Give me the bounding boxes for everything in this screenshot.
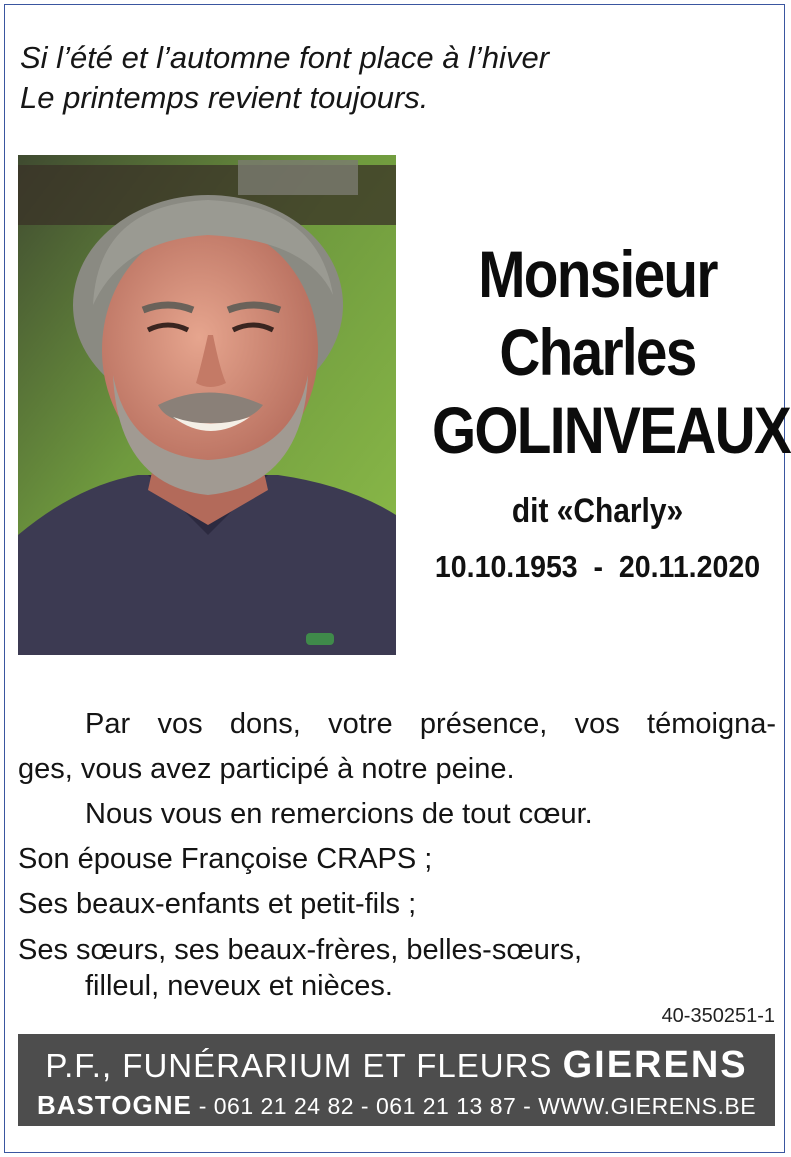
deceased-name-block: [405, 235, 790, 585]
last-name: GOLINVEAUX: [431, 393, 791, 467]
message-line-5: Ses beaux-enfants et petit-fils ;: [18, 888, 417, 920]
message-line-1: Par vos dons, votre présence, vos témoigna-: [85, 708, 776, 740]
poem-line-1: Si l’été et l’automne font place à l’hiver: [20, 40, 550, 75]
message-line-4: Son épouse Françoise CRAPS ;: [18, 843, 433, 875]
poem-line-2: Le printemps revient toujours.: [20, 80, 429, 115]
first-name: Charles: [499, 315, 696, 389]
life-dates: [420, 549, 774, 585]
honorific: Monsieur: [478, 237, 717, 311]
death-date: 20.11.2020: [618, 549, 761, 584]
funeral-home-prefix: P.F., FUNÉRARIUM ET FLEURS: [45, 1047, 553, 1084]
birth-date: 10.10.1953: [434, 549, 578, 584]
portrait-photo: [18, 155, 396, 655]
portrait-illustration: [18, 155, 396, 655]
nickname: dit «Charly»: [511, 492, 684, 530]
message-line-2: ges, vous avez participé à notre peine.: [18, 753, 515, 785]
funeral-home-city: BASTOGNE: [36, 1090, 192, 1120]
poem: [20, 38, 549, 118]
funeral-home-name: [18, 1044, 775, 1087]
message-line-6: Ses sœurs, ses beaux-frères, belles-sœurs,: [18, 934, 583, 966]
message-line-7: filleul, neveux et nièces.: [85, 970, 393, 1002]
reference-number: 40-350251-1: [661, 1005, 775, 1027]
date-separator: -: [593, 549, 604, 584]
funeral-home-phones-web: - 061 21 24 82 - 061 21 13 87 - WWW.GIERENS.BE: [198, 1093, 757, 1119]
message-line-3: Nous vous en remercions de tout cœur.: [85, 798, 593, 830]
funeral-home-footer: [18, 1034, 775, 1126]
thank-you-message: [18, 702, 776, 1004]
funeral-home-brand: GIERENS: [562, 1044, 748, 1086]
funeral-home-contacts: [18, 1090, 775, 1121]
